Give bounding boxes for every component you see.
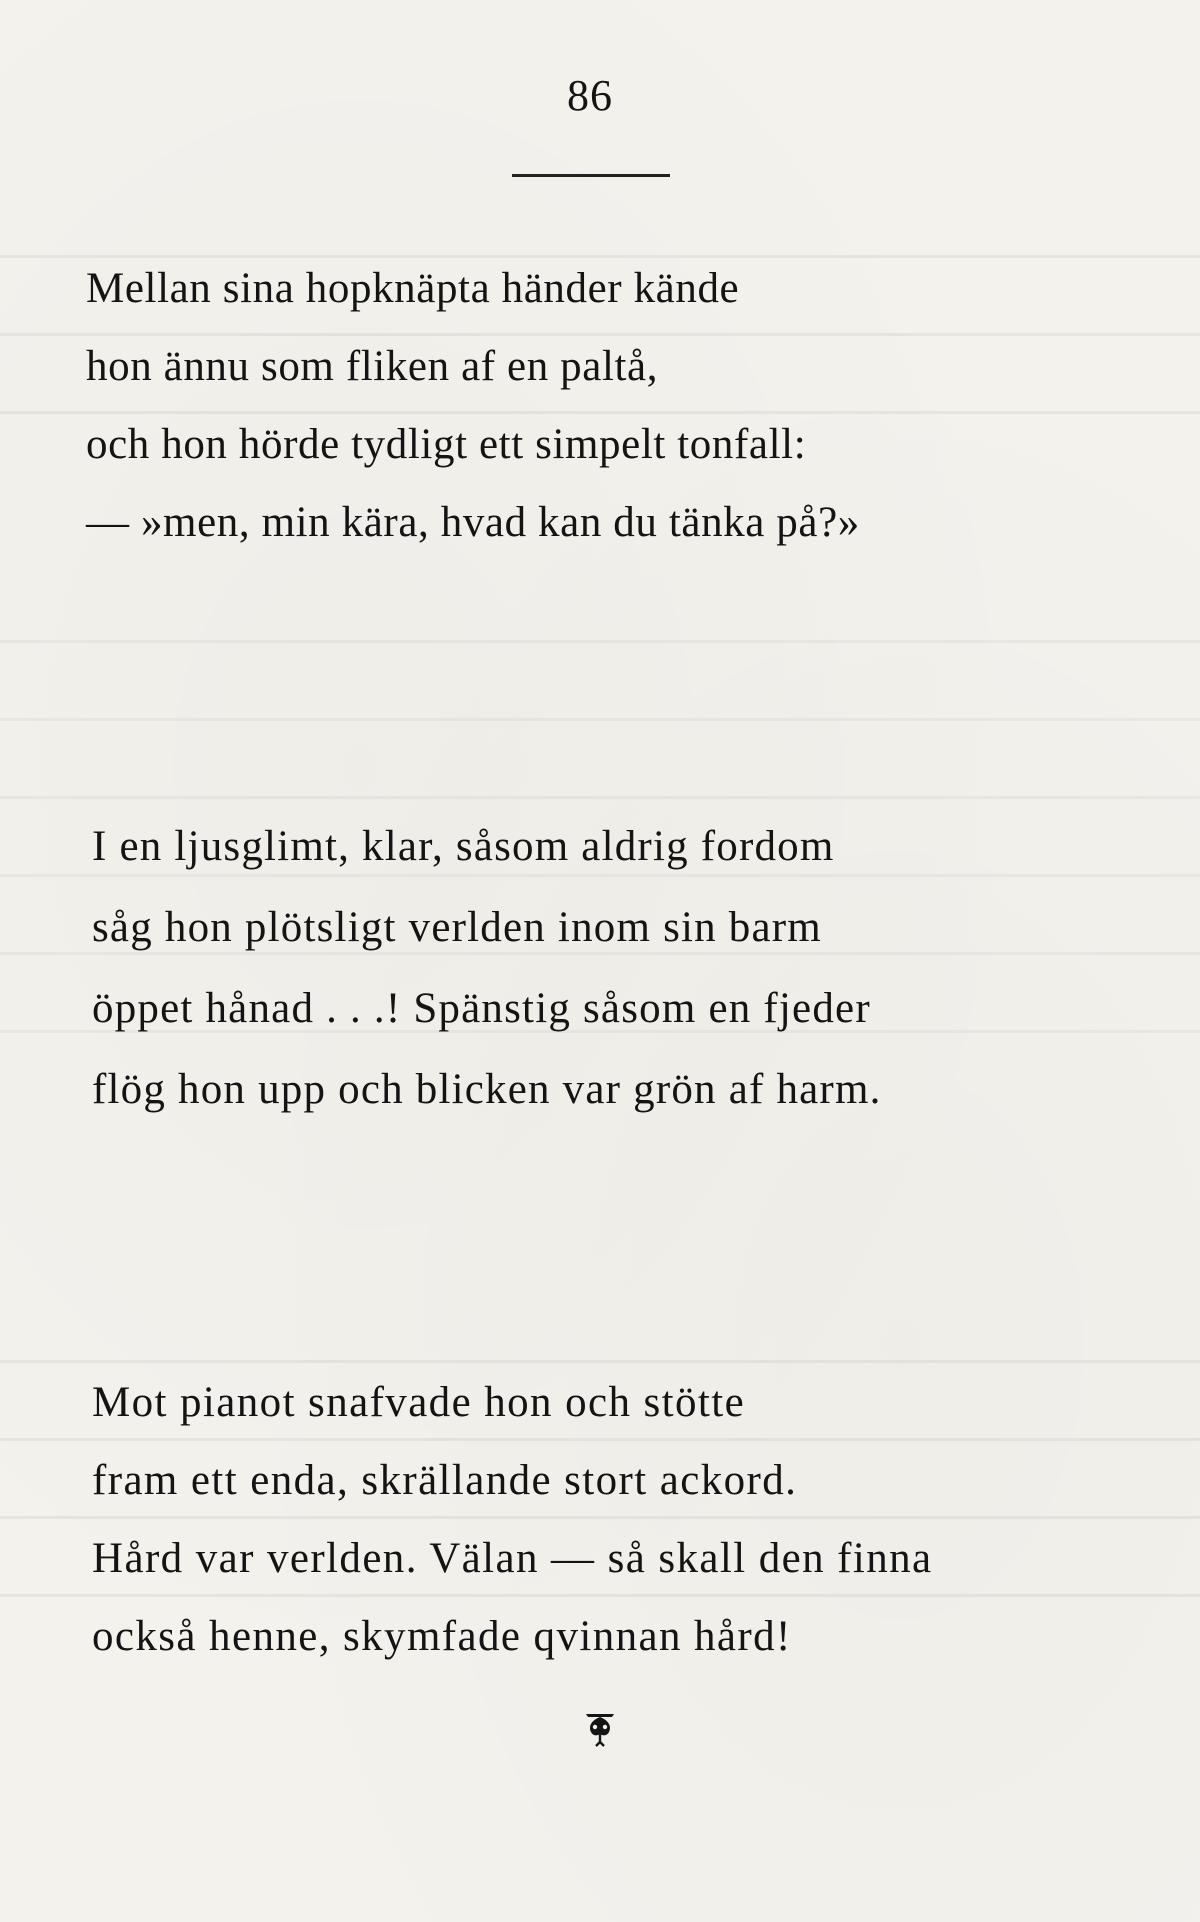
fleuron-icon: [582, 1708, 618, 1748]
verse-line: — »men, min kära, hvad kan du tänka på?»: [86, 499, 860, 546]
header-rule: [512, 174, 670, 177]
verse-line: Mot pianot snafvade hon och stötte: [92, 1379, 746, 1426]
verse-line: Mellan sina hopknäpta händer kände: [86, 265, 740, 312]
verse-line: flög hon upp och blicken var grön af harm.: [92, 1066, 882, 1113]
verse-line: såg hon plötsligt verlden inom sin barm: [92, 904, 822, 951]
verse-line: och hon hörde tydligt ett simpelt tonfall:: [86, 421, 807, 468]
verse-line: fram ett enda, skrällande stort ackord.: [92, 1457, 798, 1504]
verse-line: också henne, skymfade qvinnan hård!: [92, 1613, 792, 1660]
stanza-2: [92, 806, 882, 1130]
verse-line: hon ännu som fliken af en paltå,: [86, 343, 659, 390]
verse-line: I en ljusglimt, klar, såsom aldrig fordom: [92, 823, 835, 870]
stanza-3: [92, 1364, 933, 1676]
page-number: 86: [567, 71, 613, 120]
stanza-1: [86, 250, 860, 562]
verse-line: öppet hånad . . .! Spänstig såsom en fjeder: [92, 985, 871, 1032]
verse-line: Hård var verlden. Välan — så skall den finna: [92, 1535, 933, 1582]
